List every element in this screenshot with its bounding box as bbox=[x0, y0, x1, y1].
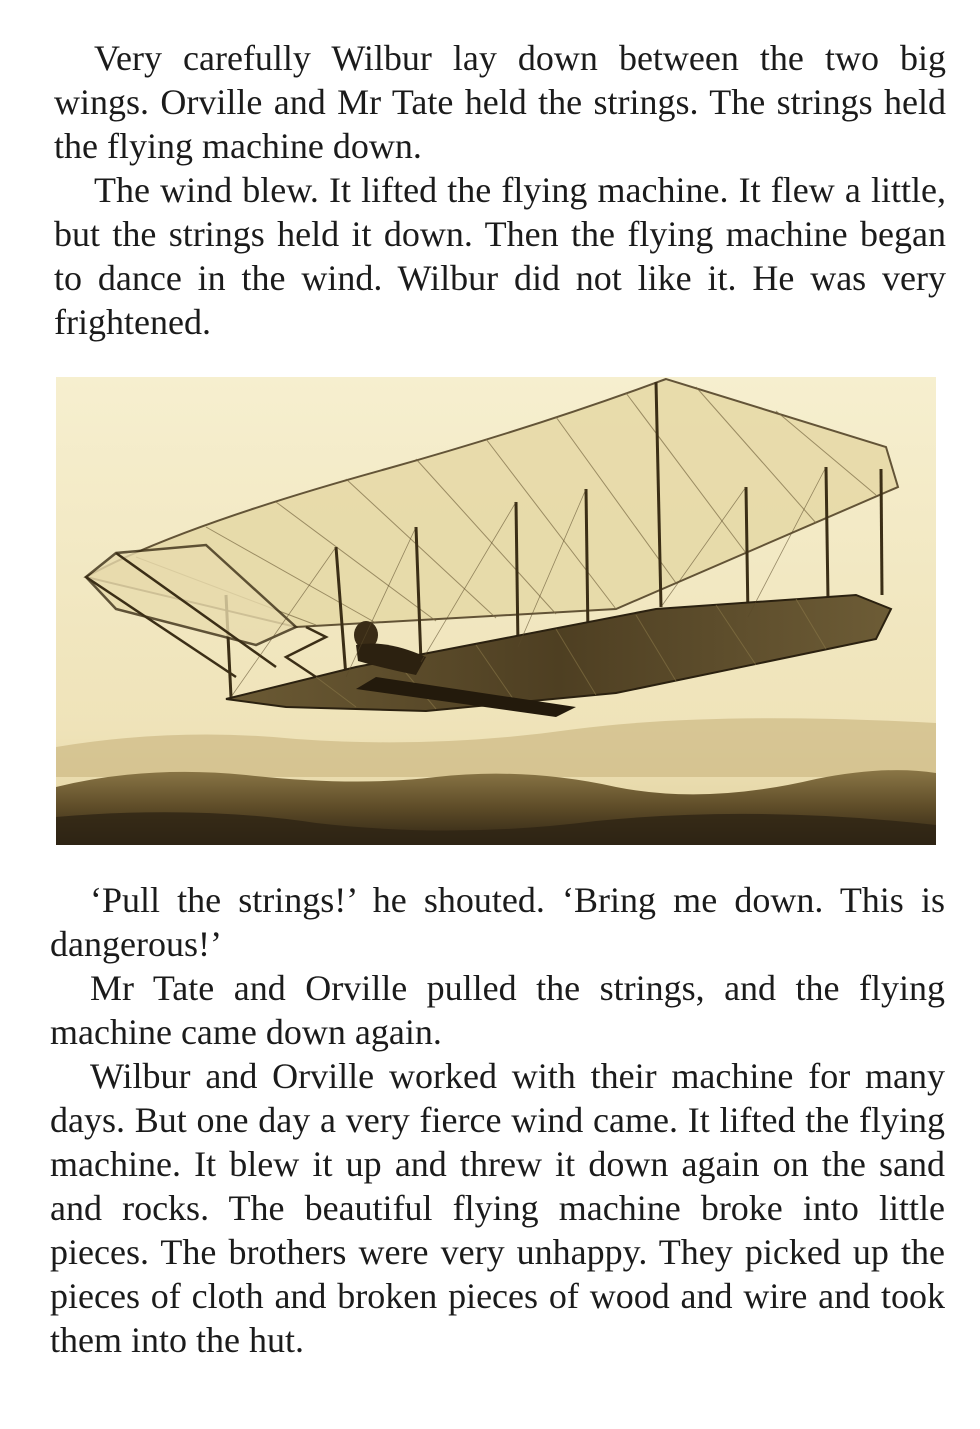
paragraph: ‘Pull the strings!’ he shouted. ‘Bring me down. This is dangerous!’ bbox=[50, 880, 945, 964]
paragraph: Very carefully Wilbur lay down between the two big wings. Orville and Mr Tate held the strings. The strings held the flying machine down. bbox=[54, 38, 946, 166]
glider-illustration bbox=[56, 377, 936, 845]
top-text-block bbox=[54, 36, 946, 344]
paragraph: The wind blew. It lifted the flying machine. It flew a little, but the strings held it down. Then the flying machine began to dance in the wind. Wilbur did not like it. He was very frightened. bbox=[54, 170, 946, 342]
paragraph: Mr Tate and Orville pulled the strings, and the flying machine came down again. bbox=[50, 968, 945, 1052]
glider-photograph bbox=[56, 377, 936, 845]
bottom-text-block bbox=[50, 878, 945, 1362]
paragraph: Wilbur and Orville worked with their machine for many days. But one day a very fierce wind came. It lifted the flying machine. It blew it up and threw it down again on the sand and rocks. The beautiful flying machine broke into little pieces. The brothers were very unhappy. They picked up the pieces of cloth and broken pieces of wood and wire and took them into the hut. bbox=[50, 1056, 945, 1360]
